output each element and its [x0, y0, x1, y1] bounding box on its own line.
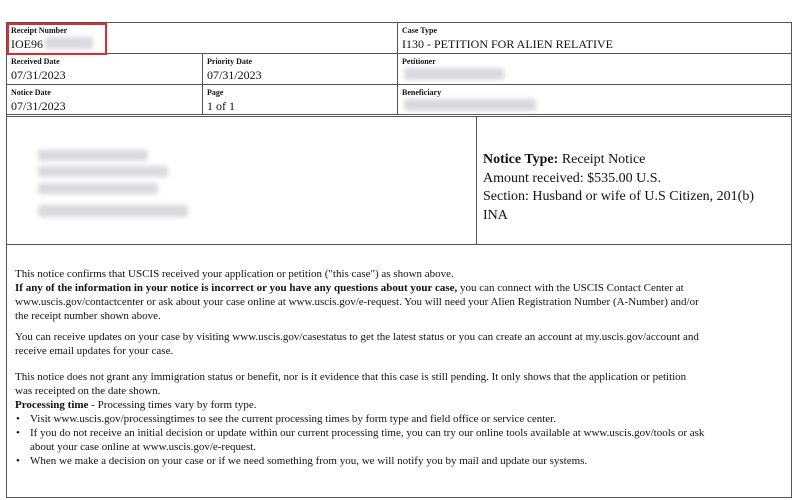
- updates-line-2: receive email updates for your case.: [15, 345, 174, 357]
- redacted-address-line-4: [38, 205, 188, 217]
- contact-center-line: www.uscis.gov/contactcenter or ask about your case online at www.uscis.gov/e-request. You will need your Alien Registration Number (A-Number) and/or: [15, 296, 699, 308]
- processing-time-label: Processing time: [15, 399, 89, 411]
- receipt-number-value: IOE96: [11, 37, 43, 51]
- petitioner-label: Petitioner: [402, 57, 436, 66]
- notice-date-value: 07/31/2023: [11, 99, 66, 113]
- processing-time-text: - Processing times vary by form type.: [88, 399, 257, 411]
- notice-type-label: Notice Type:: [483, 152, 559, 167]
- redacted-address-line-1: [38, 150, 148, 161]
- status-disclaimer-line-1: This notice does not grant any immigration status or benefit, nor is it evidence that this case is still pending. It only shows that the application or petition: [15, 371, 687, 383]
- list-item: • When we make a decision on your case or if we need something from you, we will notify you by mail and update our systems.: [16, 455, 588, 467]
- received-date-value: 07/31/2023: [11, 68, 66, 82]
- status-disclaimer-line-2: was receipted on the date shown.: [15, 385, 161, 397]
- col-divider-notice: [476, 116, 477, 244]
- amount-received: Amount received: $535.00 U.S.: [483, 170, 662, 186]
- table-bottom-border: [6, 497, 792, 498]
- receipt-number-label: Receipt Number: [11, 26, 68, 35]
- list-item: • If you do not receive an initial decision or update within our current processing time, you can try our online tools available at www.uscis.gov/tools or ask about your case online at www.uscis.gov/e-request.: [16, 427, 705, 453]
- incorrect-info-rest: you can connect with the USCIS Contact Center at: [457, 282, 684, 294]
- table-top-border: [6, 22, 792, 23]
- case-type-label: Case Type: [402, 26, 438, 35]
- notice-type-value: Receipt Notice: [561, 152, 646, 167]
- section-line-1: Section: Husband or wife of U.S Citizen, 201(b): [483, 189, 755, 204]
- redacted-address-line-3: [38, 183, 158, 194]
- notice-date-label: Notice Date: [11, 88, 51, 97]
- notice-info: [483, 151, 783, 225]
- intro-line: This notice confirms that USCIS received your application or petition ("this case") as shown above.: [15, 268, 454, 280]
- receipt-number-highlight: [7, 23, 107, 55]
- list-item: • Visit www.uscis.gov/processingtimes to see the current processing times by form type and field office or service center.: [16, 413, 556, 425]
- col-divider-main: [397, 22, 398, 114]
- redacted-petitioner-name: [404, 68, 504, 80]
- processing-bullets: [15, 412, 785, 468]
- row-divider-4: [6, 244, 792, 245]
- redacted-beneficiary-name: [404, 99, 536, 111]
- row-divider-3b: [6, 116, 792, 117]
- notice-type-line: [483, 151, 783, 170]
- incorrect-info-line: [15, 281, 785, 295]
- received-date-label: Received Date: [11, 57, 60, 66]
- row-divider-3: [6, 114, 792, 115]
- beneficiary-label: Beneficiary: [402, 88, 442, 97]
- redacted-address-line-2: [38, 166, 168, 177]
- row-divider-1: [6, 53, 792, 54]
- priority-date-label: Priority Date: [207, 57, 253, 66]
- case-type-value: I130 - PETITION FOR ALIEN RELATIVE: [402, 37, 613, 51]
- col-divider-small: [202, 53, 203, 114]
- section-line-2: INA: [483, 207, 508, 223]
- page-value: 1 of 1: [207, 99, 235, 113]
- row-divider-2: [6, 84, 792, 85]
- notice-body: [15, 267, 785, 468]
- incorrect-info-bold: If any of the information in your notice is incorrect or you have any questions about your case,: [15, 282, 458, 294]
- receipt-number-line: the receipt number shown above.: [15, 310, 161, 322]
- processing-time-line: [15, 398, 785, 412]
- updates-line-1: You can receive updates on your case by visiting www.uscis.gov/casestatus to get the latest status or you can create an account at my.uscis.gov/account and: [15, 331, 699, 343]
- page-label: Page: [207, 88, 224, 97]
- priority-date-value: 07/31/2023: [207, 68, 262, 82]
